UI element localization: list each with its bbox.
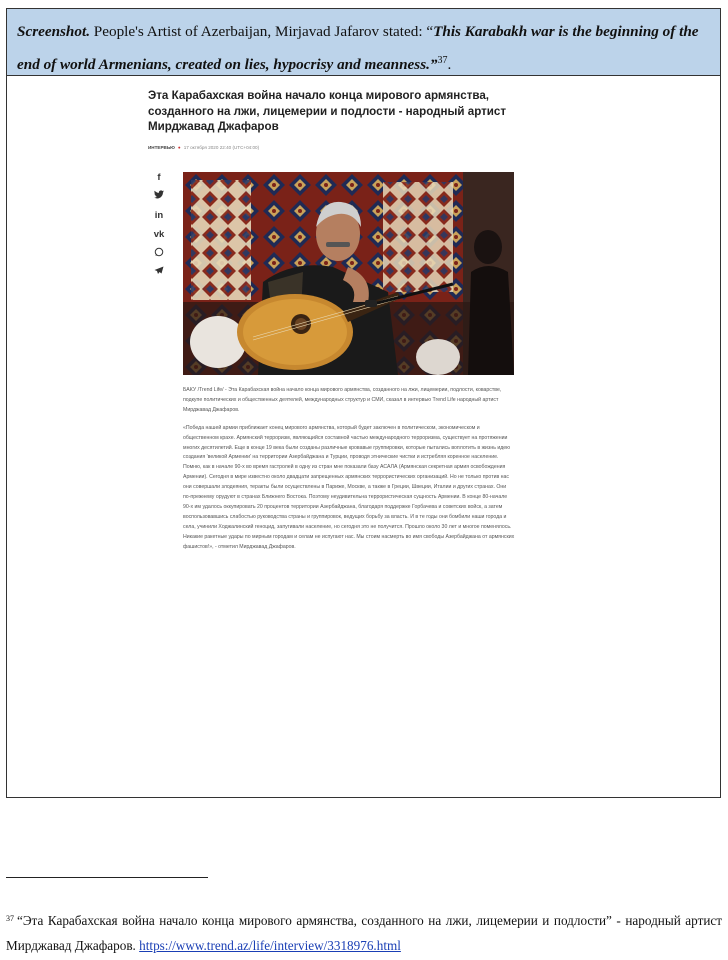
article-category[interactable]: ИНТЕРВЬЮ [148,144,175,150]
footnote-text: “Эта Карабахская война начало конца мирового армянства, созданного на лжи, лицемерии и подлости” - народный артист Мирджавад Джафаров. [6,913,722,953]
caption-close-quote: ” [429,56,438,74]
linkedin-icon[interactable]: in [154,210,164,221]
footnote [6,906,722,958]
footnote-link[interactable]: https://www.trend.az/life/interview/3318976.html [139,938,401,953]
caption-quote: This Karabakh war is the beginning of the end of world Armenians, created on lies, hypocrisy and meanness. [17,23,699,74]
telegram-icon[interactable] [154,266,164,279]
share-bar [152,171,166,279]
article-body [183,386,515,561]
article-photo [183,172,514,375]
footnote-number: 37 [6,914,14,923]
caption-footnote-ref[interactable]: 37 [437,55,448,66]
whatsapp-icon[interactable] [154,247,164,260]
caption-lead: Screenshot. [17,23,90,40]
facebook-icon[interactable]: f [157,172,161,183]
vk-icon[interactable]: vk [153,229,165,240]
article-header [148,88,518,150]
meta-separator: ● [177,144,181,150]
twitter-icon[interactable] [154,190,164,203]
caption-end: . [447,56,452,74]
caption-intro: People's Artist of Azerbaijan, Mirjavad Jafarov stated: “ [90,23,434,40]
caption-box [7,9,720,76]
article-paragraph-2: «Победа нашей армии приближает конец мирового армянства, который будет заключен в политическом, экономическом и общественном крахе. Армянский терроризм, являющийся составной частью международного терроризма, существует на протяжении многих десятилетий. Еще в конце 19 века были созданы различные кровавые группировки, которые пытались воплотить в жизнь идею создания 'великой Армении' на территории Азербайджана и Турции, проводя этнические чистки и истребляя коренное население. Помню, как в начале 90-х во время гастролей в одну из стран мне показали базу АСАЛА (Армянская секретная армия освобождения Армении). Сегодня в мире известно около двадцати запрещенных армянских террористических организаций. Но не только против нас они совершали злодеяния, теракты были осуществлены в Париже, Москве, а также в Греции, Швеции, Италии и других странах. Они по-прежнему орудуют в странах Ближнего Востока. Поэтому неудивительна террористическая сущность Армении. В конце 80-начале 90-х им удалось оккупировать 20 процентов территории Азербайджана, благодаря поддержке Горбачева и советских войск, а затем воспользовавшись слабостью руководства страны и группировок, ведущих борьбу за власть. И в те годы они бомбили наши города и села, учинили Ходжалинский геноцид, запугивали население, но сегодня это не получится. Прошло около 30 лет и многое поменялось. Никакие ракетные удары по мирным городам и селам не испугают нас. Мы стоим насмерть во имя свободы Азербайджана от армянских фашистов!», - отметил Мирджавад Джафаров. [183,424,515,550]
article-date: 17 октября 2020 22:40 (UTC+04:00) [183,144,260,150]
footnote-divider [6,877,208,878]
article-headline: Эта Карабахская война начало конца мирового армянства, созданного на лжи, лицемерии и подлости - народный артист Мирджавад Джафаров [148,89,507,133]
article-meta [148,145,518,150]
musician-photo-illustration [183,172,514,375]
article-paragraph-1: БАКУ /Trend Life/ - Эта Карабахская война начало конца мирового армянства, созданного на лжи, лицемерии, подлости, коварстве, подкупе политических и общественных деятелей, международных структур и СМИ, сказал в интервью Trend Life народный артист Мирджавад Джафаров. [183,387,502,413]
